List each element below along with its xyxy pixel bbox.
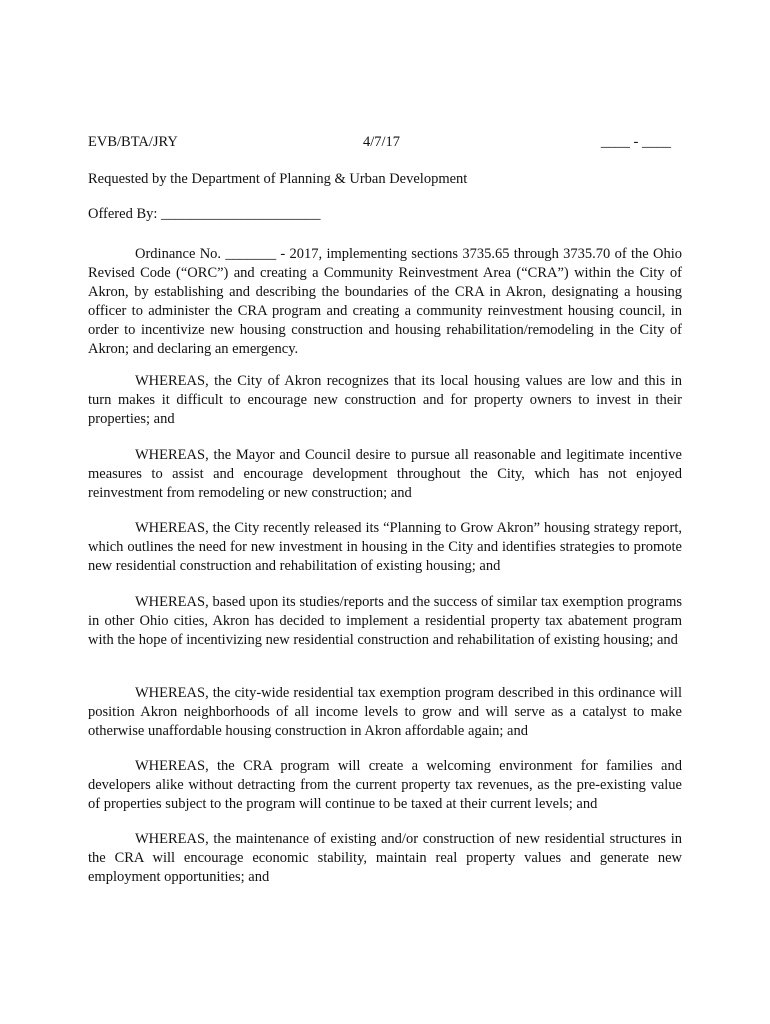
whereas-paragraph: WHEREAS, the maintenance of existing and/or construction of new residential structures in the CRA will encourage economic stability, maintain real property values and generate new employment opportunities; and [88,831,682,885]
whereas-paragraph: WHEREAS, the CRA program will create a welcoming environment for families and developers alike without detracting from the current property tax revenues, as the pre-existing value of properties subject to the program will continue to be taxed at their current levels; and [88,758,682,812]
offered-by-line: Offered By: ______________________ [88,206,321,222]
requested-by-line: Requested by the Department of Planning & Urban Development [88,171,468,187]
whereas-paragraph: WHEREAS, the City of Akron recognizes that its local housing values are low and this in turn makes it difficult to encourage new construction and for property owners to invest in their properties; and [88,373,682,427]
author-initials: EVB/BTA/JRY [88,134,178,150]
document-header [88,134,688,156]
document-number-blank: ____ - ____ [600,134,671,150]
document-date: 4/7/17 [363,134,401,150]
whereas-paragraph: WHEREAS, the Mayor and Council desire to pursue all reasonable and legitimate incentive measures to assist and encourage development throughout the City, which has not enjoyed reinvestment from remodeling or new construction; and [88,447,682,501]
whereas-paragraph: WHEREAS, the City recently released its “Planning to Grow Akron” housing strategy report, which outlines the need for new investment in housing in the City and identifies strategies to promote new residential construction and rehabilitation of existing housing; and [88,520,682,574]
ordinance-paragraph: Ordinance No. _______ - 2017, implementing sections 3735.65 through 3735.70 of the Ohio Revised Code (“ORC”) and creating a Community Reinvestment Area (“CRA”) within the City of Akron, by establishing and describing the boundaries of the CRA in Akron, designating a housing officer to administer the CRA program and creating a community reinvestment housing council, in order to incentivize new housing construction and housing rehabilitation/remodeling in the City of Akron; and declaring an emergency. [88,246,682,357]
whereas-paragraph: WHEREAS, the city-wide residential tax exemption program described in this ordinance will position Akron neighborhoods of all income levels to grow and will serve as a catalyst to make otherwise unaffordable housing construction in Akron affordable again; and [88,685,682,739]
whereas-paragraph: WHEREAS, based upon its studies/reports and the success of similar tax exemption programs in other Ohio cities, Akron has decided to implement a residential property tax abatement program with the hope of incentivizing new residential construction and rehabilitation of existing housing; and [88,594,682,648]
